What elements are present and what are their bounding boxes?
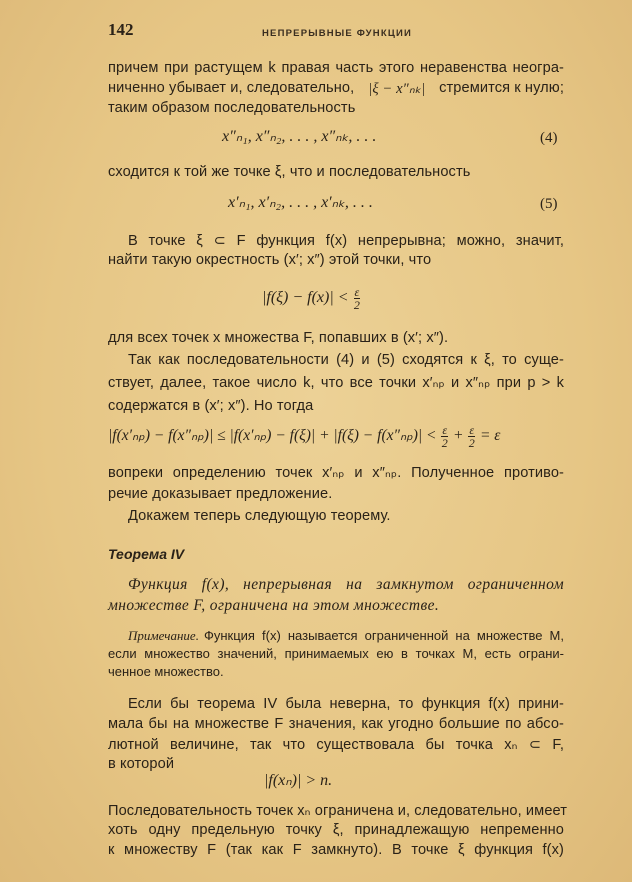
note-line: ченное множество. bbox=[108, 664, 224, 679]
text-line: Последовательность точек xₙ ограничена и, следовательно, имеет bbox=[108, 803, 568, 819]
equation-6 bbox=[262, 286, 361, 311]
text-fragment: стремится к нулю; bbox=[439, 80, 564, 96]
text-line: в которой bbox=[108, 756, 175, 772]
page-number: 142 bbox=[108, 20, 134, 39]
note-text: Функция f(x) называется ограниченной на множестве M, bbox=[203, 628, 564, 643]
equation-body: |f(x′ₙₚ) − f(x″ₙₚ)| ≤ |f(x′ₙₚ) − f(ξ)| + |f(ξ) − f(x″ₙₚ)| < bbox=[108, 427, 437, 445]
text-line: Так как последовательности (4) и (5) сходятся к ξ, то суще- bbox=[128, 352, 564, 368]
text-line: вопреки определению точек x′ₙₚ и x″ₙₚ. Полученное противо- bbox=[108, 465, 564, 481]
text-line: для всех точек x множества F, попавших в (x′; x″). bbox=[108, 330, 449, 346]
text-line: В точке ξ ⊂ F функция f(x) непрерывна; можно, значит, bbox=[128, 233, 564, 249]
text-line bbox=[108, 80, 564, 98]
text-line: найти такую окрестность (x′; x″) этой точки, что bbox=[108, 252, 432, 268]
theorem-title: Теорема IV bbox=[108, 546, 185, 562]
text-line: ствует, далее, такое число k, что все точки x′ₙₚ и x″ₙₚ при p > k bbox=[108, 375, 564, 391]
theorem-statement-line: Функция f(x), непрерывная на замкнутом ограниченном bbox=[128, 576, 564, 593]
theorem-statement-line: множестве F, ограничена на этом множестве. bbox=[108, 597, 440, 614]
fraction: $\frac{\varepsilon}{2}$ bbox=[441, 423, 448, 450]
fraction: $\frac{\varepsilon}{2}$ bbox=[468, 423, 475, 450]
text-fragment: ниченно убывает и, следовательно, bbox=[108, 80, 355, 96]
equation-body: |f(ξ) − f(x)| < bbox=[262, 289, 349, 307]
text-line: Докажем теперь следующую теорему. bbox=[128, 508, 391, 524]
note-label: Примечание. bbox=[128, 628, 199, 643]
text-line: к множеству F (так как F замкнуто). В точке ξ функция f(x) bbox=[108, 842, 564, 858]
text-line: мала бы на множестве F значения, как угодно большие по абсо- bbox=[108, 716, 564, 732]
text-line: речие доказывает предложение. bbox=[108, 486, 333, 502]
equation-number: (5) bbox=[540, 196, 558, 212]
math-inline: |ξ − x″ₙₖ| bbox=[368, 81, 426, 97]
text-line: причем при растущем k правая часть этого неравенства неогра- bbox=[108, 60, 564, 76]
text-line: таким образом последовательность bbox=[108, 100, 356, 116]
text-line: лютной величине, так что существовала бы точка xₙ ⊂ F, bbox=[108, 737, 564, 753]
note-line: если множество значений, принимаемых ею в точках M, есть ограни- bbox=[108, 646, 564, 661]
equation-5: x′ₙ₁, x′ₙ₂, . . . , x′ₙₖ, . . . bbox=[228, 194, 373, 211]
equation-number: (4) bbox=[540, 130, 558, 146]
text-line: содержатся в (x′; x″). Но тогда bbox=[108, 398, 314, 414]
text-line: Если бы теорема IV была неверна, то функция f(x) прини- bbox=[128, 696, 564, 712]
equation-result: = ε bbox=[479, 427, 501, 445]
running-title: НЕПРЕРЫВНЫЕ ФУНКЦИИ bbox=[262, 28, 413, 39]
text-line: хоть одну предельную точку ξ, принадлежащую непременно bbox=[108, 822, 564, 838]
note-line bbox=[128, 628, 564, 644]
fraction: $\frac{\varepsilon}{2}$ bbox=[353, 285, 360, 312]
equation-8: |f(xₙ)| > n. bbox=[264, 772, 333, 789]
plus-sign: + bbox=[453, 427, 464, 445]
equation-7 bbox=[108, 424, 500, 449]
text-line: сходится к той же точке ξ, что и последовательность bbox=[108, 164, 471, 180]
equation-4: x″ₙ₁, x″ₙ₂, . . . , x″ₙₖ, . . . bbox=[222, 128, 377, 145]
